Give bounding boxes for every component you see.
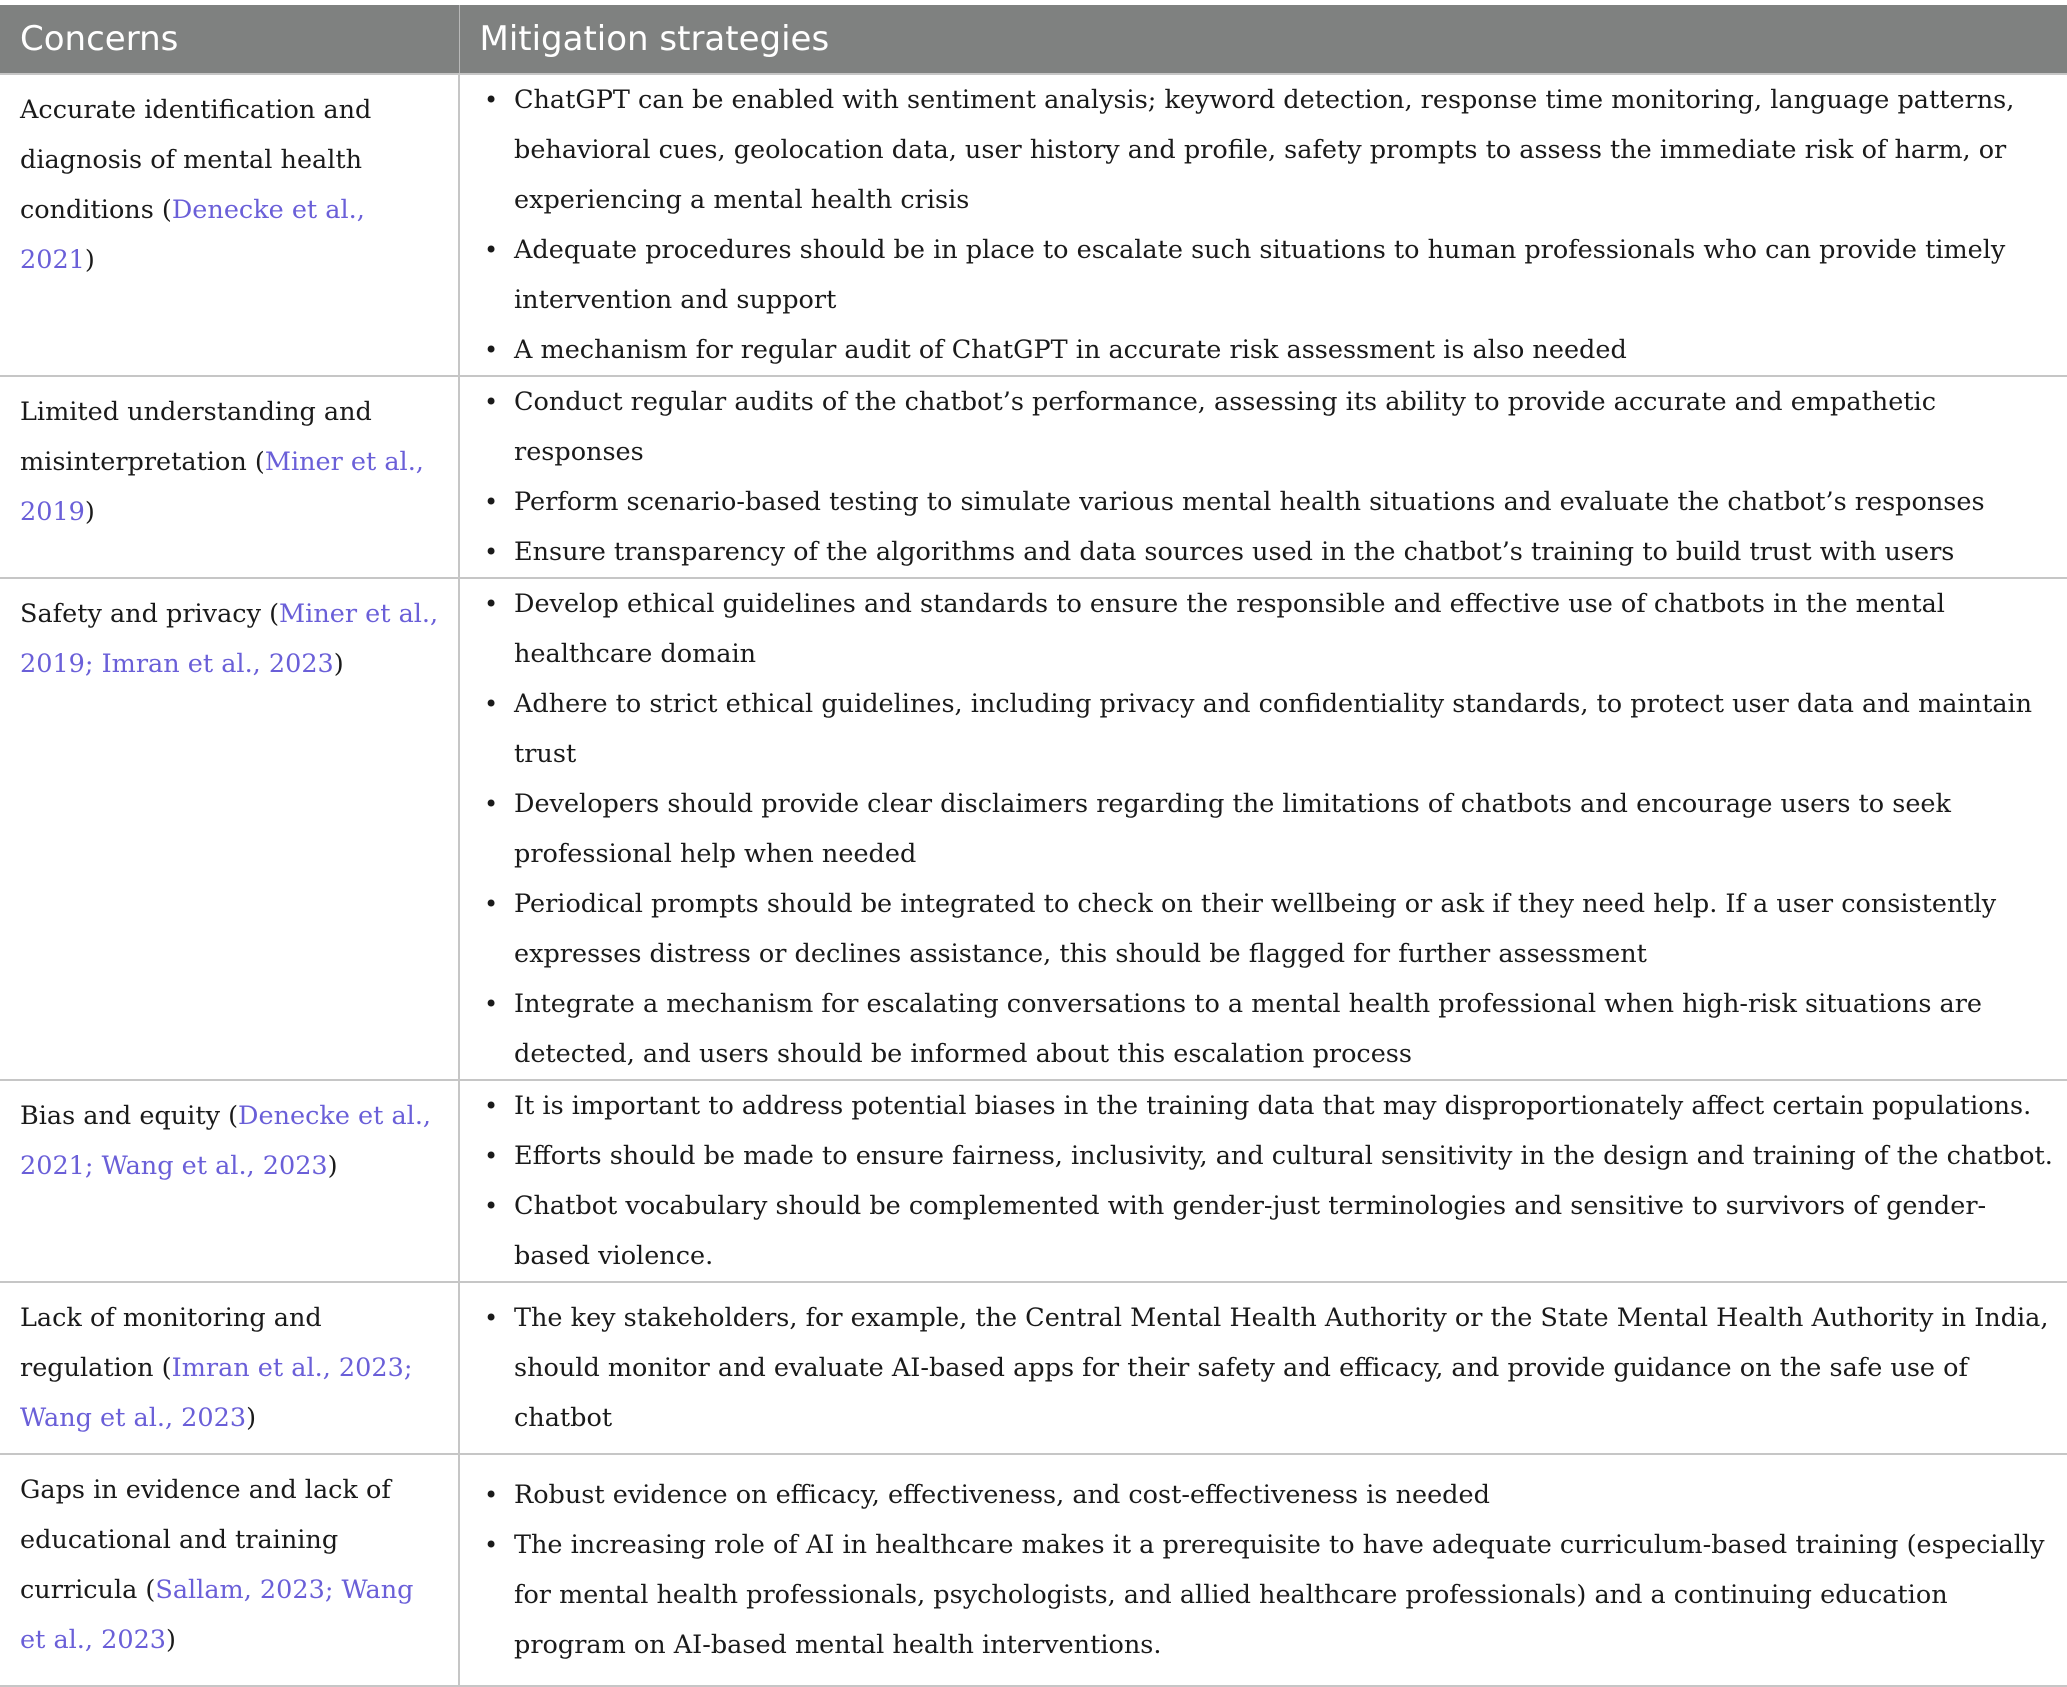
concern-close: ) xyxy=(333,649,344,679)
concern-cell xyxy=(0,376,459,578)
strategy-item: • It is important to address potential biases in the training data that may disproportionately affect certain populations. xyxy=(478,1081,2057,1131)
strategy-item: • The key stakeholders, for example, the Central Mental Health Authority or the State Mental Health Authority in India, should monitor and evaluate AI-based apps for their safety and efficacy, and provide guidance on the safe use of chatbot xyxy=(478,1293,2057,1443)
strategy-item: • ChatGPT can be enabled with sentiment analysis; keyword detection, response time monitoring, language patterns, behavioral cues, geolocation data, user history and profile, safety prompts to assess the immediate risk of harm, or experiencing a mental health crisis xyxy=(478,75,2057,225)
mitigation-cell xyxy=(459,1080,2067,1282)
concern-text: Safety and privacy ( xyxy=(20,599,280,629)
strategy-item: • Integrate a mechanism for escalating conversations to a mental health professional when high-risk situations are detected, and users should be informed about this escalation process xyxy=(478,979,2057,1079)
strategy-list xyxy=(478,75,2057,375)
concern-close: ) xyxy=(84,245,95,275)
strategy-list xyxy=(478,377,2057,577)
mitigation-cell xyxy=(459,1454,2067,1686)
concern-cell xyxy=(0,1282,459,1454)
strategy-item: • Adhere to strict ethical guidelines, including privacy and confidentiality standards, to protect user data and maintain trust xyxy=(478,679,2057,779)
concern-text: Accurate identification and diagnosis of mental health conditions ( xyxy=(20,95,372,225)
strategy-item: • Developers should provide clear disclaimers regarding the limitations of chatbots and encourage users to seek professional help when needed xyxy=(478,779,2057,879)
citation-link[interactable]: Denecke et al., 2021; Wang et al., 2023 xyxy=(20,1101,432,1181)
concern-cell xyxy=(0,1080,459,1282)
strategy-item: • Chatbot vocabulary should be complemented with gender-just terminologies and sensitive to survivors of gender-based violence. xyxy=(478,1181,2057,1281)
strategy-item: • Periodical prompts should be integrated to check on their wellbeing or ask if they need help. If a user consistently expresses distress or declines assistance, this should be flagged for further assessment xyxy=(478,879,2057,979)
strategy-item: • Efforts should be made to ensure fairness, inclusivity, and cultural sensitivity in the design and training of the chatbot. xyxy=(478,1131,2057,1181)
strategy-item: • The increasing role of AI in healthcare makes it a prerequisite to have adequate curriculum-based training (especially for mental health professionals, psychologists, and allied healthcare professionals) and a continuing education program on AI-based mental health interventions. xyxy=(478,1520,2057,1670)
citation-link[interactable]: Sallam, 2023; Wang et al., 2023 xyxy=(20,1575,414,1655)
strategy-list xyxy=(478,1470,2057,1670)
mitigation-cell xyxy=(459,578,2067,1080)
citation-link[interactable]: Denecke et al., 2021 xyxy=(20,195,365,275)
mitigation-cell xyxy=(459,376,2067,578)
concern-cell xyxy=(0,74,459,376)
concern-text: Gaps in evidence and lack of educational and training curricula ( xyxy=(20,1475,391,1605)
header-mitigation: Mitigation strategies xyxy=(459,5,2067,74)
concern-close: ) xyxy=(327,1151,338,1181)
table-row xyxy=(0,1080,2067,1282)
strategy-item: • Perform scenario-based testing to simulate various mental health situations and evaluate the chatbot’s responses xyxy=(478,477,2057,527)
table-row xyxy=(0,1454,2067,1686)
citation-link[interactable]: Miner et al., 2019 xyxy=(20,447,424,527)
strategy-item: • Robust evidence on efficacy, effectiveness, and cost-effectiveness is needed xyxy=(478,1470,2057,1520)
strategy-item: • Adequate procedures should be in place to escalate such situations to human professionals who can provide timely intervention and support xyxy=(478,225,2057,325)
table-row xyxy=(0,74,2067,376)
concern-close: ) xyxy=(246,1403,257,1433)
table-row xyxy=(0,578,2067,1080)
concern-text: Bias and equity ( xyxy=(20,1101,239,1131)
concern-text: Limited understanding and misinterpretation ( xyxy=(20,397,372,477)
citation-link[interactable]: Miner et al., 2019; Imran et al., 2023 xyxy=(20,599,439,679)
strategy-item: • Develop ethical guidelines and standards to ensure the responsible and effective use of chatbots in the mental healthcare domain xyxy=(478,579,2057,679)
mitigation-cell xyxy=(459,74,2067,376)
concern-text: Lack of monitoring and regulation ( xyxy=(20,1303,322,1383)
concerns-table xyxy=(0,5,2067,1687)
strategy-list xyxy=(478,1293,2057,1443)
header-concerns: Concerns xyxy=(0,5,459,74)
strategy-item: • Ensure transparency of the algorithms and data sources used in the chatbot’s training to build trust with users xyxy=(478,527,2057,577)
table-row xyxy=(0,376,2067,578)
strategy-list xyxy=(478,1081,2057,1281)
citation-link[interactable]: Imran et al., 2023; Wang et al., 2023 xyxy=(20,1353,413,1433)
table-header-row xyxy=(0,5,2067,74)
concern-close: ) xyxy=(84,497,95,527)
mitigation-cell xyxy=(459,1282,2067,1454)
strategy-item: • A mechanism for regular audit of ChatGPT in accurate risk assessment is also needed xyxy=(478,325,2057,375)
concern-cell xyxy=(0,578,459,1080)
concern-close: ) xyxy=(166,1625,176,1655)
concern-cell xyxy=(0,1454,459,1686)
strategy-item: • Conduct regular audits of the chatbot’s performance, assessing its ability to provide accurate and empathetic responses xyxy=(478,377,2057,477)
strategy-list xyxy=(478,579,2057,1079)
table-row xyxy=(0,1282,2067,1454)
